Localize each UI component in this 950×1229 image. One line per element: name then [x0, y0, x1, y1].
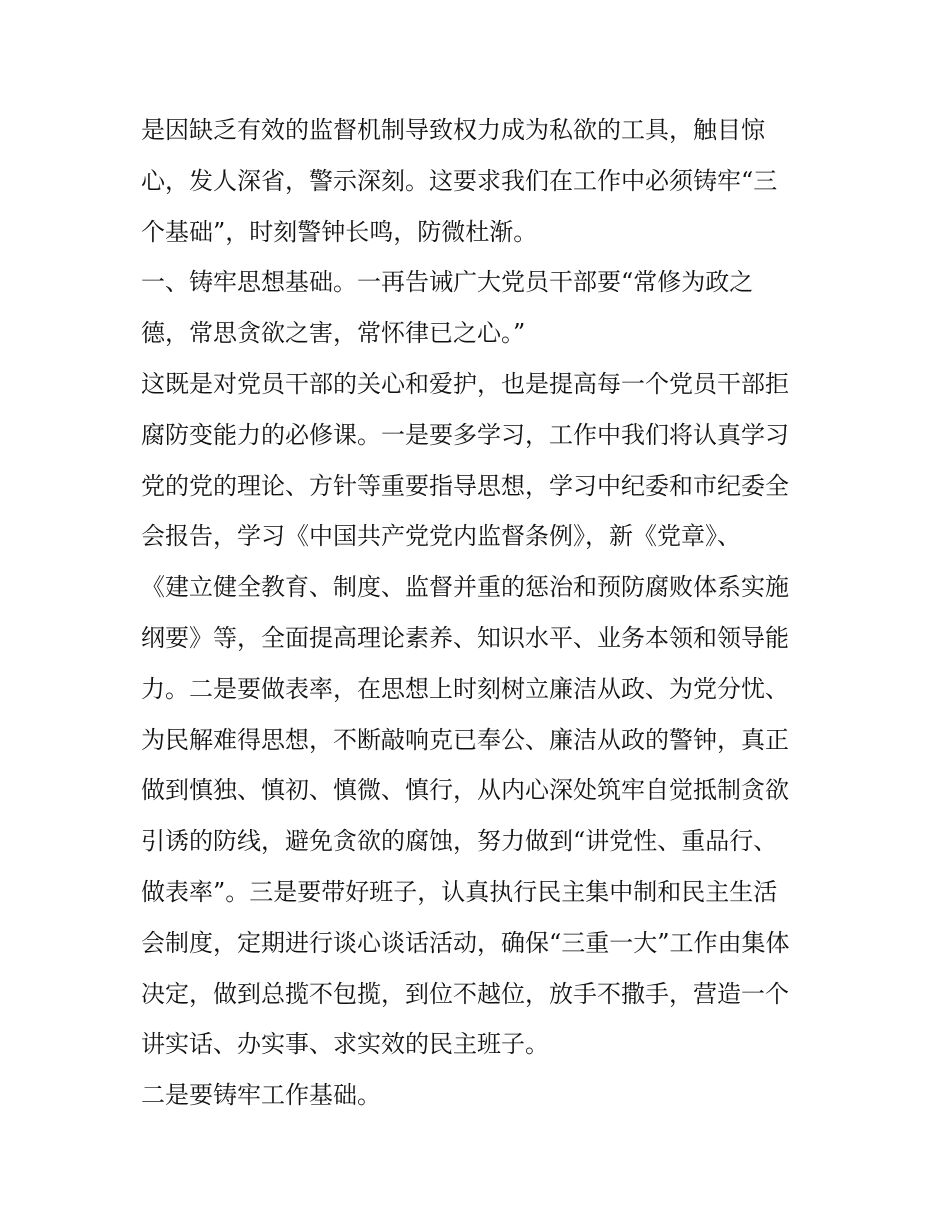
paragraph-section-one-body	[141, 359, 821, 1070]
text-line: 《建立健全教育、制度、监督并重的惩治和预防腐败体系实施	[141, 573, 789, 602]
text-line: 党的党的理论、方针等重要指导思想，学习中纪委和市纪委全	[141, 471, 789, 500]
text-line: 为民解难得思想，不断敲响克已奉公、廉洁从政的警钟，真正	[141, 725, 789, 754]
text-line: 德，常思贪欲之害，常怀律已之心。”	[141, 319, 526, 348]
text-line: 是因缺乏有效的监督机制导致权力成为私欲的工具，触目惊	[141, 116, 765, 144]
text-line: 讲实话、办实事、求实效的民主班子。	[141, 1030, 549, 1059]
document-body	[141, 105, 821, 1121]
text-line: 做表率”。三是要带好班子，认真执行民主集中制和民主生活	[141, 877, 778, 906]
text-line: 纲要》等，全面提高理论素养、知识水平、业务本领和领导能	[141, 623, 789, 652]
paragraph-section-two-heading	[141, 1070, 821, 1121]
text-line: 引诱的防线，避免贪欲的腐蚀，努力做到“讲党性、重品行、	[141, 827, 778, 856]
text-line: 心，发人深省，警示深刻。这要求我们在工作中必须铸牢“三	[141, 166, 778, 195]
text-line: 会报告，学习《中国共产党党内监督条例》，新《党章》、	[141, 522, 741, 551]
text-line: 决定，做到总揽不包揽，到位不越位，放手不撒手，营造一个	[141, 979, 789, 1008]
text-line: 力。二是要做表率，在思想上时刻树立廉洁从政、为党分忧、	[141, 674, 789, 703]
text-line: 做到慎独、慎初、慎微、慎行，从内心深处筑牢自觉抵制贪欲	[141, 776, 789, 805]
paragraph-section-one-heading	[141, 257, 821, 359]
text-line: 个基础”，时刻警钟长鸣，防微杜渐。	[141, 217, 538, 246]
text-line: 一、铸牢思想基础。一再告诫广大党员干部要“常修为政之	[141, 268, 754, 297]
paragraph-intro	[141, 105, 821, 257]
text-line: 腐防变能力的必修课。一是要多学习，工作中我们将认真学习	[141, 420, 789, 449]
text-line: 会制度，定期进行谈心谈话活动，确保“三重一大”工作由集体	[141, 928, 790, 957]
text-line: 二是要铸牢工作基础。	[141, 1081, 381, 1110]
text-line: 这既是对党员干部的关心和爱护，也是提高每一个党员干部拒	[141, 369, 789, 398]
